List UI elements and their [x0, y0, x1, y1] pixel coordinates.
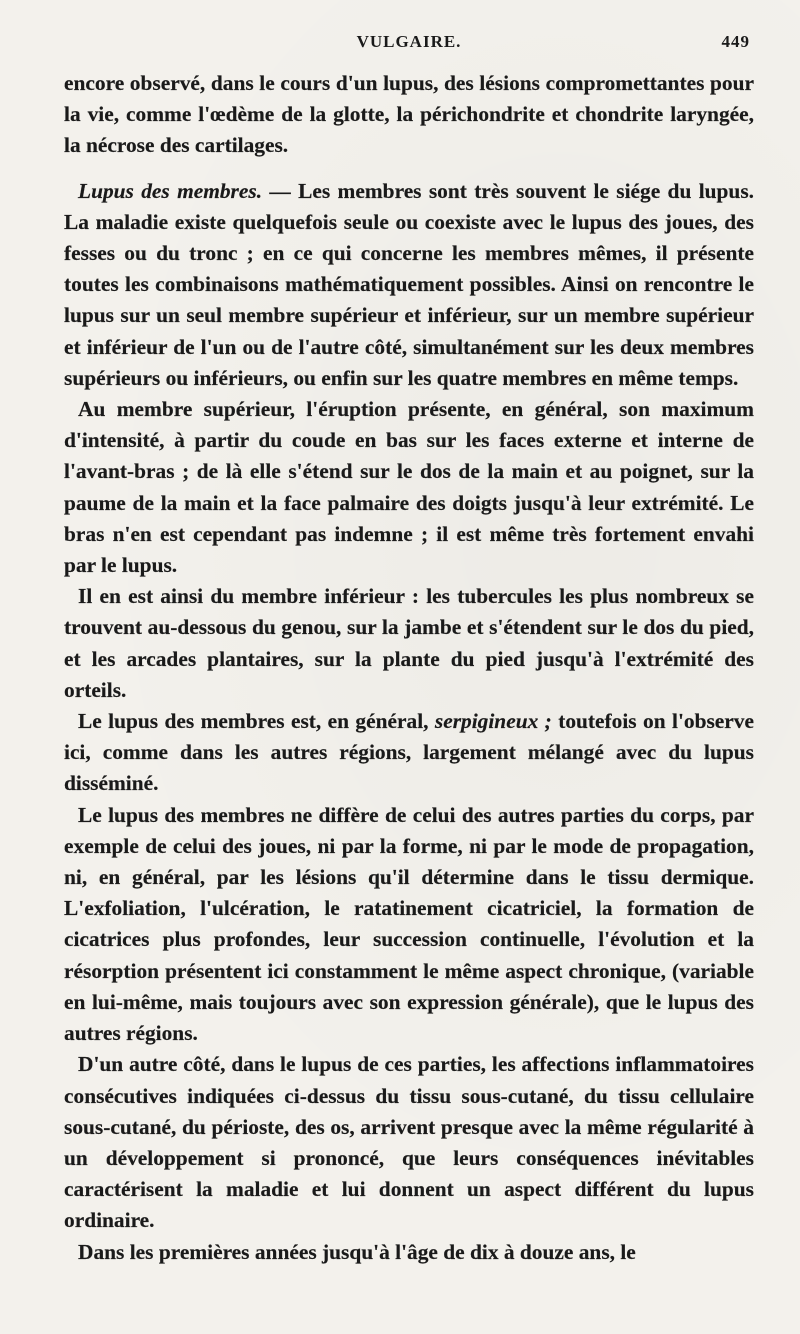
page-header	[64, 28, 754, 68]
paragraph-membre-inferieur: Il en est ainsi du membre inférieur : les tubercules les plus nombreux se trouvent au-dessous du genou, sur la jambe et s'étendent sur le dos du pied, et les arcades plantaires, sur la plante du pied jusqu'à l'extrémité des orteils.	[64, 584, 754, 702]
paragraph-text: toutefois on l'observe ici, comme dans les autres régions, largement mélangé avec du lupus disséminé.	[64, 709, 754, 796]
paragraph-membre-superieur: Au membre supérieur, l'éruption présente, en général, son maximum d'intensité, à partir du coude en bas sur les faces externe et interne de l'avant-bras ; de là elle s'étend sur le dos de la main et au poignet, sur la paume de la main et la face palmaire des doigts jusqu'à leur extrémité. Le bras n'en est cependant pas indemne ; il est même très fortement envahi par le lupus.	[64, 397, 754, 578]
page-number: 449	[721, 32, 750, 51]
paragraph-lupus-des-membres	[64, 176, 754, 394]
italic-term: serpigineux ;	[434, 709, 552, 734]
paragraph-continuation: encore observé, dans le cours d'un lupus, des lésions compromettantes pour la vie, comme l'œdème de la glotte, la périchondrite et chondrite laryngée, la nécrose des cartilages.	[64, 71, 754, 158]
paragraph-text: Le lupus des membres est, en général,	[78, 709, 435, 734]
body-text	[64, 68, 754, 1268]
paragraph-comparaison: Le lupus des membres ne diffère de celui des autres parties du corps, par exemple de celui des joues, ni par la forme, ni par le mode de propagation, ni, en général, par les lésions qu'il détermine dans le tissu dermique. L'exfoliation, l'ulcération, le ratatinement cicatriciel, la formation de cicatrices plus profondes, leur succession continuelle, l'évolution et la résorption présentent ici constamment le même aspect chronique, (variable en lui-même, mais toujours avec son expression générale), que le lupus des autres régions.	[64, 802, 754, 1046]
paragraph-premieres-annees: Dans les premières années jusqu'à l'âge de dix à douze ans, le	[78, 1239, 636, 1264]
paragraph-serpigineux	[64, 706, 754, 800]
paragraph-affections-inflammatoires: D'un autre côté, dans le lupus de ces parties, les affections inflammatoires consécutives indiquées ci-dessus du tissu sous-cutané, du tissu cellulaire sous-cutané, du périoste, des os, arrivent presque avec la même régularité à un développement si prononcé, que leurs conséquences inévitables caractérisent la maladie et lui donnent un aspect différent du lupus ordinaire.	[64, 1052, 754, 1233]
paragraph-text: — Les membres sont très souvent le siége du lupus. La maladie existe quelquefois seule ou coexiste avec le lupus des joues, des fesses ou du tronc ; en ce qui concerne les membres mêmes, il présente toutes les combinaisons mathématiquement possibles. Ainsi on rencontre le lupus sur un seul membre supérieur et inférieur, sur un membre supérieur et inférieur de l'un ou de l'autre côté, simultanément sur les deux membres supérieurs ou inférieurs, ou enfin sur les quatre membres en même temps.	[64, 178, 755, 390]
section-heading: Lupus des membres.	[78, 178, 263, 203]
running-title: VULGAIRE.	[356, 32, 462, 51]
